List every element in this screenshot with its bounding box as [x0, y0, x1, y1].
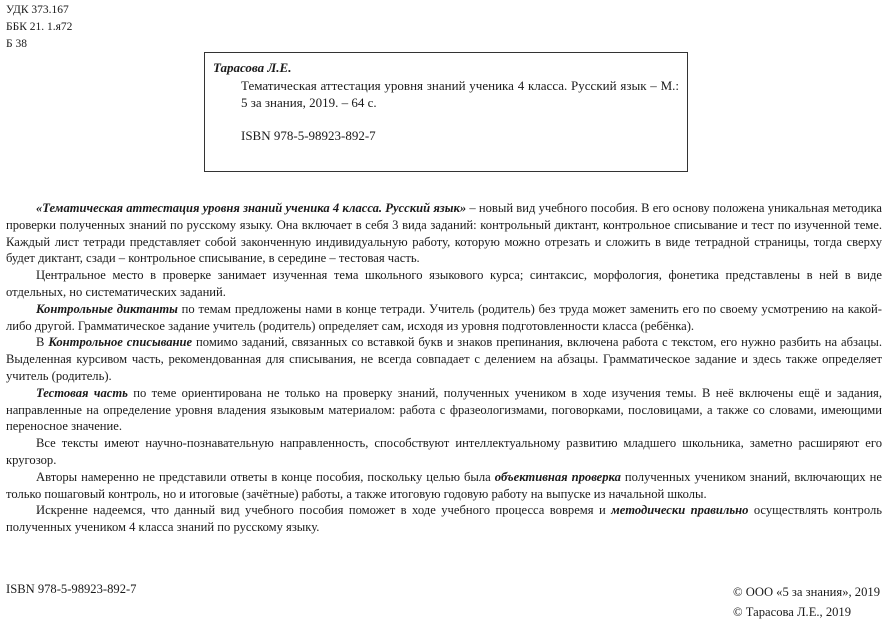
annotation-paragraph: Центральное место в проверке занимает изученная тема школьного языкового курса; синтаксис, морфология, фонетика представлены в ней в виде отдельных, но систематических заданий.	[6, 268, 882, 299]
emphasis: Контрольное списывание	[48, 335, 193, 350]
bbk-code: ББК 21. 1.я72	[6, 21, 73, 33]
udk-code: УДК 373.167	[6, 4, 69, 16]
emphasis: объективная проверка	[494, 469, 621, 484]
card-isbn: ISBN 978-5-98923-892-7	[241, 127, 376, 143]
annotation-paragraph: Тестовая часть по теме ориентирована не только на проверку знаний, полученных учеником в ходе изучения темы. В неё включены ещё и задания, направленные на определение уровня владения языковым материалом: работа с фразеологизмами, поговорками, пословицами, а также со словами, имеющими переносное значение.	[6, 385, 882, 434]
copyright-block	[733, 582, 880, 622]
card-description: Тематическая аттестация уровня знаний ученика 4 класса. Русский язык – М.: 5 за знания, 2019. – 64 с.	[241, 77, 679, 110]
footer-isbn: ISBN 978-5-98923-892-7	[6, 582, 137, 596]
emphasis: методически правильно	[611, 503, 749, 518]
author-mark: Б 38	[6, 38, 27, 50]
annotation-paragraph: Искренне надеемся, что данный вид учебного пособия поможет в ходе учебного процесса вовремя и методически правильно осуществлять контроль полученных учеником 4 класса знаний по русскому языку.	[6, 503, 882, 535]
annotation-paragraph: «Тематическая аттестация уровня знаний ученика 4 класса. Русский язык» – новый вид учебного пособия. В его основу положена уникальная методика проверки полученных знаний по русскому языку. Она включает в себя 3 вида заданий: контрольный диктант, контрольное списывание и тест по изученной теме. Каждый лист тетради представляет собой законченную индивидуальную работу, которую можно отрезать и сложить в виде тетрадной страницы, тогда сверху будет диктант, сзади – контрольное списывание, в середине – тестовая часть.	[6, 201, 882, 266]
book-title: «Тематическая аттестация уровня знаний ученика 4 класса. Русский язык»	[36, 201, 467, 215]
annotation-paragraph: Все тексты имеют научно-познавательную направленность, способствуют интеллектуальному развитию младшего школьника, заметно расширяют его кругозор.	[6, 436, 882, 467]
card-author: Тарасова Л.Е.	[213, 60, 292, 75]
copyright-publisher: © ООО «5 за знания», 2019	[733, 585, 880, 599]
annotation	[6, 200, 882, 536]
catalog-card	[204, 52, 688, 172]
annotation-paragraph: Авторы намеренно не представили ответы в конце пособия, поскольку целью была объективная проверка полученных учеником знаний, включающих не только пошаговый контроль, но и итоговые (зачётные) работы, а также итоговую годовую работу на выпуске из начальной школы.	[6, 469, 882, 501]
annotation-paragraph: Контрольные диктанты по темам предложены нами в конце тетради. Учитель (родитель) без труда может заменить его по своему усмотрению на какой-либо другой. Грамматическое задание учитель (родитель) определяет сам, исходя из уровня подготовленности класса (ребёнка).	[6, 301, 882, 333]
emphasis: Контрольные диктанты	[36, 301, 178, 316]
copyright-author: © Тарасова Л.Е., 2019	[733, 605, 852, 619]
classification-block	[6, 2, 72, 53]
annotation-paragraph: В Контрольное списывание помимо заданий, связанных со вставкой букв и знаков препинания, включена работа с текстом, его нужно разбить на абзацы. Выделенная курсивом часть, рекомендованная для списывания, не всегда совпадает с делением на абзацы. Грамматическое задание и здесь также определяет учитель (родитель).	[6, 335, 882, 383]
emphasis: Тестовая часть	[36, 385, 128, 400]
